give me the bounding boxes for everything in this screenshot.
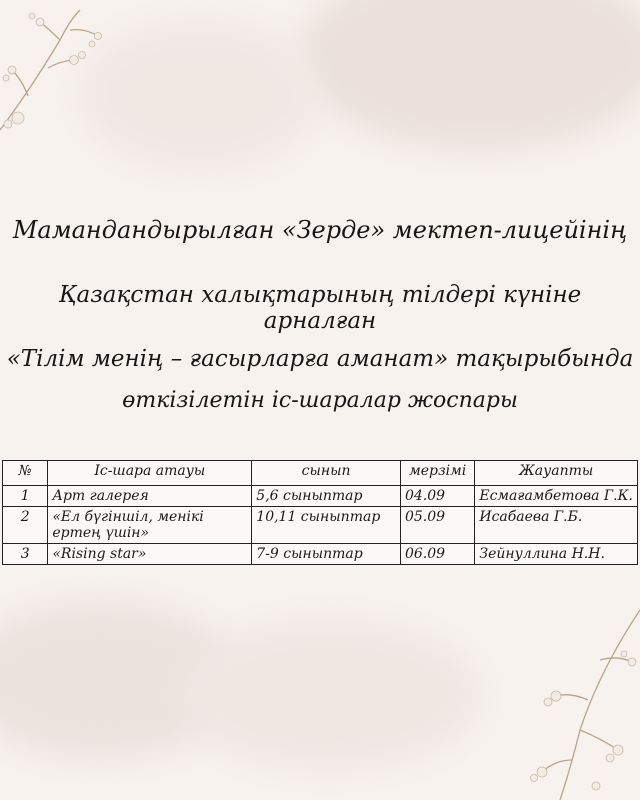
- table-header-row: [3, 461, 638, 486]
- cell-date: 06.09: [400, 544, 474, 565]
- cell-date: 05.09: [400, 507, 474, 544]
- cell-responsible: Исабаева Г.Б.: [475, 507, 638, 544]
- cell-date: 04.09: [400, 486, 474, 507]
- header-date: мерзімі: [400, 461, 474, 486]
- cell-event-name: Арт галерея: [48, 486, 252, 507]
- cell-number: 3: [3, 544, 48, 565]
- document-title-line-3: «Тілім менің – ғасырларға аманат» тақырыбында: [6, 346, 634, 372]
- cell-event-name: «Rising star»: [48, 544, 252, 565]
- watercolor-blob: [180, 620, 480, 770]
- cell-number: 1: [3, 486, 48, 507]
- table-row: [3, 486, 638, 507]
- event-plan-table: [2, 460, 638, 565]
- document-title-line-2: Қазақстан халықтарының тілдері күніне арналған: [58, 282, 582, 334]
- header-class: сынып: [252, 461, 401, 486]
- table-row: [3, 507, 638, 544]
- cell-event-name: «Ел бүгіншіл, менікі ертең үшін»: [48, 507, 252, 544]
- watercolor-blob: [300, 0, 640, 150]
- header-event-name: Іс-шара атауы: [48, 461, 252, 486]
- cell-class: 7-9 сыныптар: [252, 544, 401, 565]
- header-responsible: Жауапты: [475, 461, 638, 486]
- table-row: [3, 544, 638, 565]
- document-title-line-4: өткізілетін іс-шаралар жоспары: [122, 388, 518, 413]
- document-title-line-1: Мамандандырылған «Зерде» мектеп-лицейінің: [12, 216, 628, 244]
- cell-class: 5,6 сыныптар: [252, 486, 401, 507]
- cell-number: 2: [3, 507, 48, 544]
- header-number: №: [3, 461, 48, 486]
- watercolor-blob: [80, 20, 320, 170]
- cell-class: 10,11 сыныптар: [252, 507, 401, 544]
- cell-responsible: Есмағамбетова Г.К.: [475, 486, 638, 507]
- floral-branch-icon: [500, 600, 640, 800]
- cell-responsible: Зейнуллина Н.Н.: [475, 544, 638, 565]
- floral-branch-icon: [0, 0, 110, 140]
